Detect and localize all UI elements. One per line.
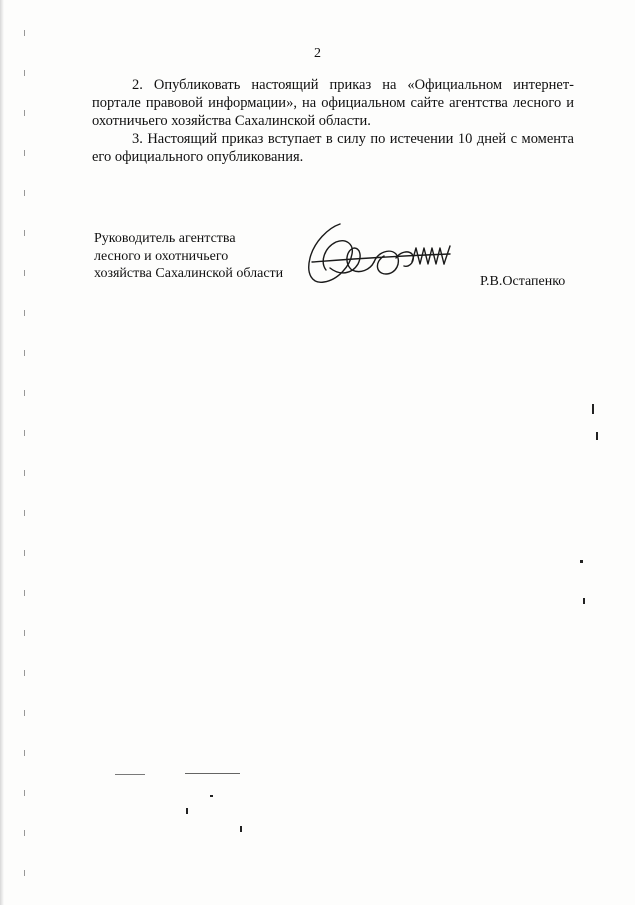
signer-title-line: хозяйства Сахалинской области — [94, 266, 284, 281]
scan-speck — [240, 826, 242, 832]
paragraph-2: 2. Опубликовать настоящий приказ на «Официальном интернет-портале правовой информации», на официальном сайте агентства лесного и охотничьего хозяйства Сахалинской области. — [92, 77, 574, 129]
scan-edge — [0, 0, 4, 905]
signer-title — [94, 230, 283, 283]
scan-artifact-line — [24, 30, 25, 900]
scan-speck — [210, 795, 213, 797]
paragraph-3: 3. Настоящий приказ вступает в силу по истечении 10 дней с момента его официального опубликования. — [92, 131, 574, 165]
signer-title-line: Руководитель агентства — [94, 231, 236, 246]
scan-speck — [596, 432, 598, 440]
handwritten-signature — [300, 218, 470, 290]
scan-speck — [115, 774, 145, 775]
page-number: 2 — [314, 46, 321, 61]
scan-speck — [186, 808, 188, 814]
scan-speck — [592, 404, 594, 414]
scan-speck — [185, 773, 240, 774]
scan-speck — [583, 598, 585, 604]
scan-speck — [580, 560, 583, 563]
signer-name: Р.В.Остапенко — [480, 274, 566, 289]
signer-title-line: лесного и охотничьего — [94, 248, 229, 264]
